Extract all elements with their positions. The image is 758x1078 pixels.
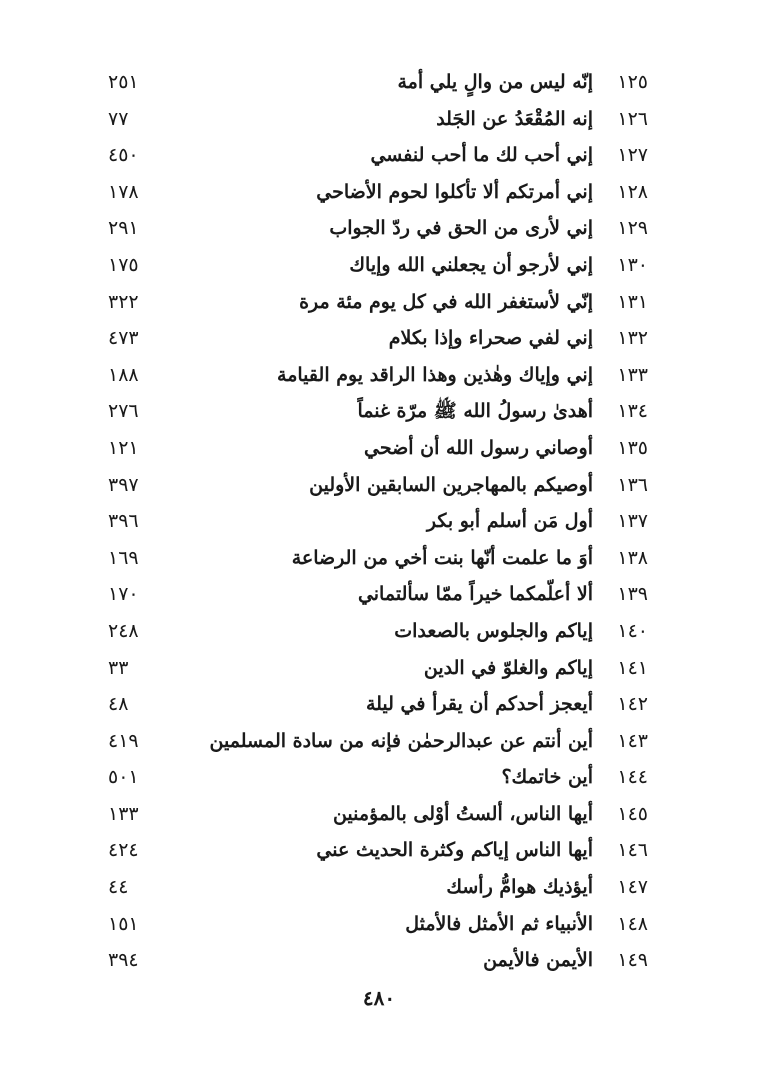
entry-page-ref: ١٥١ <box>108 912 139 935</box>
index-entry <box>0 759 758 796</box>
entry-number: ١٤٦ <box>617 839 648 862</box>
index-entry <box>0 137 758 174</box>
index-entry <box>0 320 758 357</box>
entry-title: أهدىٰ رسولُ الله ﷺ مرّة غنماً <box>357 400 593 423</box>
entry-number: ١٤١ <box>617 656 648 679</box>
entry-page-ref: ٣٩٦ <box>108 510 139 533</box>
entry-number: ١٤٧ <box>617 876 648 899</box>
page-number: ٤٨٠ <box>362 986 396 1010</box>
entry-number: ١٤٥ <box>617 802 648 825</box>
entry-title: أيعجز أحدكم أن يقرأ في ليلة <box>365 693 593 716</box>
entry-page-ref: ٣٢٢ <box>108 290 139 313</box>
entry-number: ١٢٨ <box>617 180 648 203</box>
entry-number: ١٣٥ <box>617 436 648 459</box>
entry-page-ref: ٢٥١ <box>108 71 139 93</box>
entry-number: ١٢٧ <box>617 144 648 167</box>
entry-title: إياكم والجلوس بالصعدات <box>394 619 593 642</box>
index-entry <box>0 906 758 943</box>
entry-title: إني وإياك وهٰذين وهذا الراقد يوم القيامة <box>277 363 593 386</box>
index-entry <box>0 284 758 321</box>
entry-page-ref: ٤٧٣ <box>108 327 139 350</box>
index-list <box>0 64 758 979</box>
entry-number: ١٣٤ <box>617 400 648 423</box>
index-entry <box>0 832 758 869</box>
entry-page-ref: ٣٣ <box>108 656 129 679</box>
entry-title: أوصاني رسول الله أن أضحي <box>364 436 593 459</box>
index-entry <box>0 796 758 833</box>
entry-page-ref: ٧٧ <box>108 107 129 130</box>
entry-title: إنه المُقْعَدُ عن الجَلد <box>436 107 593 130</box>
entry-title: أيها الناس إياكم وكثرة الحديث عني <box>316 839 593 862</box>
entry-number: ١٤٨ <box>617 912 648 935</box>
entry-title: أول مَن أسلم أبو بكر <box>426 510 593 533</box>
entry-page-ref: ١٨٨ <box>108 363 139 386</box>
entry-page-ref: ١٣٣ <box>108 802 139 825</box>
index-entry <box>0 869 758 906</box>
entry-number: ١٤٢ <box>617 693 648 716</box>
entry-number: ١٣٢ <box>617 327 648 350</box>
entry-page-ref: ١٧٨ <box>108 180 139 203</box>
entry-page-ref: ٣٩٧ <box>108 473 139 496</box>
index-entry <box>0 723 758 760</box>
entry-page-ref: ٤٥٠ <box>108 144 139 167</box>
entry-title: إني أمرتكم ألا تأكلوا لحوم الأضاحي <box>316 180 593 203</box>
entry-title: أيها الناس، ألستُ أوْلى بالمؤمنين <box>332 802 593 825</box>
entry-title: إني لأرى من الحق في ردّ الجواب <box>329 217 593 240</box>
entry-page-ref: ٣٩٤ <box>108 949 139 972</box>
entry-number: ١٤٤ <box>617 766 648 789</box>
entry-page-ref: ١٧٠ <box>108 583 139 606</box>
entry-number: ١٢٦ <box>617 107 648 130</box>
entry-number: ١٤٠ <box>617 619 648 642</box>
entry-title: الأيمن فالأيمن <box>483 949 593 972</box>
entry-number: ١٢٩ <box>617 217 648 240</box>
index-entry <box>0 247 758 284</box>
entry-number: ١٣٣ <box>617 363 648 386</box>
entry-page-ref: ٢٩١ <box>108 217 139 240</box>
entry-title: إنّي لأستغفر الله في كل يوم مئة مرة <box>299 290 593 313</box>
entry-number: ١٣٠ <box>617 253 648 276</box>
entry-title: إياكم والغلوّ في الدين <box>423 656 593 679</box>
entry-number: ١٤٣ <box>617 729 648 752</box>
entry-page-ref: ١٢١ <box>108 436 139 459</box>
entry-title: أوَ ما علمت أنّها بنت أخي من الرضاعة <box>291 546 593 569</box>
index-entry <box>0 942 758 979</box>
index-entry <box>0 101 758 138</box>
entry-number: ١٢٥ <box>617 71 648 93</box>
entry-number: ١٣٧ <box>617 510 648 533</box>
entry-title: إنّه ليس من والٍ يلي أمة <box>397 71 593 93</box>
entry-page-ref: ٥٠١ <box>108 766 139 789</box>
index-entry <box>0 576 758 613</box>
entry-page-ref: ٢٧٦ <box>108 400 139 423</box>
entry-title: ألا أعلّمكما خيراً ممّا سألتماني <box>357 583 593 606</box>
entry-page-ref: ٢٤٨ <box>108 619 139 642</box>
entry-page-ref: ٤٤ <box>108 876 129 899</box>
index-entry <box>0 64 758 101</box>
entry-title: أوصيكم بالمهاجرين السابقين الأولين <box>309 473 593 496</box>
entry-number: ١٣٦ <box>617 473 648 496</box>
entry-title: أين خاتمك؟ <box>501 766 593 789</box>
index-entry <box>0 357 758 394</box>
entry-page-ref: ٤٢٤ <box>108 839 139 862</box>
index-entry <box>0 613 758 650</box>
index-entry <box>0 467 758 504</box>
entry-title: أين أنتم عن عبدالرحمٰن فإنه من سادة المسلمين <box>209 729 593 752</box>
entry-title: إني لفي صحراء وإذا بكلام <box>388 327 593 350</box>
entry-title: إني لأرجو أن يجعلني الله وإياك <box>349 253 593 276</box>
index-entry <box>0 503 758 540</box>
entry-title: إني أحب لك ما أحب لنفسي <box>370 144 593 167</box>
entry-page-ref: ٤١٩ <box>108 729 139 752</box>
entry-page-ref: ١٧٥ <box>108 253 139 276</box>
index-entry <box>0 430 758 467</box>
index-entry <box>0 174 758 211</box>
entry-number: ١٤٩ <box>617 949 648 972</box>
entry-page-ref: ٤٨ <box>108 693 129 716</box>
index-entry <box>0 210 758 247</box>
index-entry <box>0 540 758 577</box>
entry-number: ١٣٩ <box>617 583 648 606</box>
entry-title: أيؤذيك هوامُّ رأسك <box>446 876 593 899</box>
entry-number: ١٣٨ <box>617 546 648 569</box>
index-entry <box>0 686 758 723</box>
entry-title: الأنبياء ثم الأمثل فالأمثل <box>405 912 593 935</box>
entry-number: ١٣١ <box>617 290 648 313</box>
entry-page-ref: ١٦٩ <box>108 546 139 569</box>
index-entry <box>0 393 758 430</box>
index-entry <box>0 650 758 687</box>
